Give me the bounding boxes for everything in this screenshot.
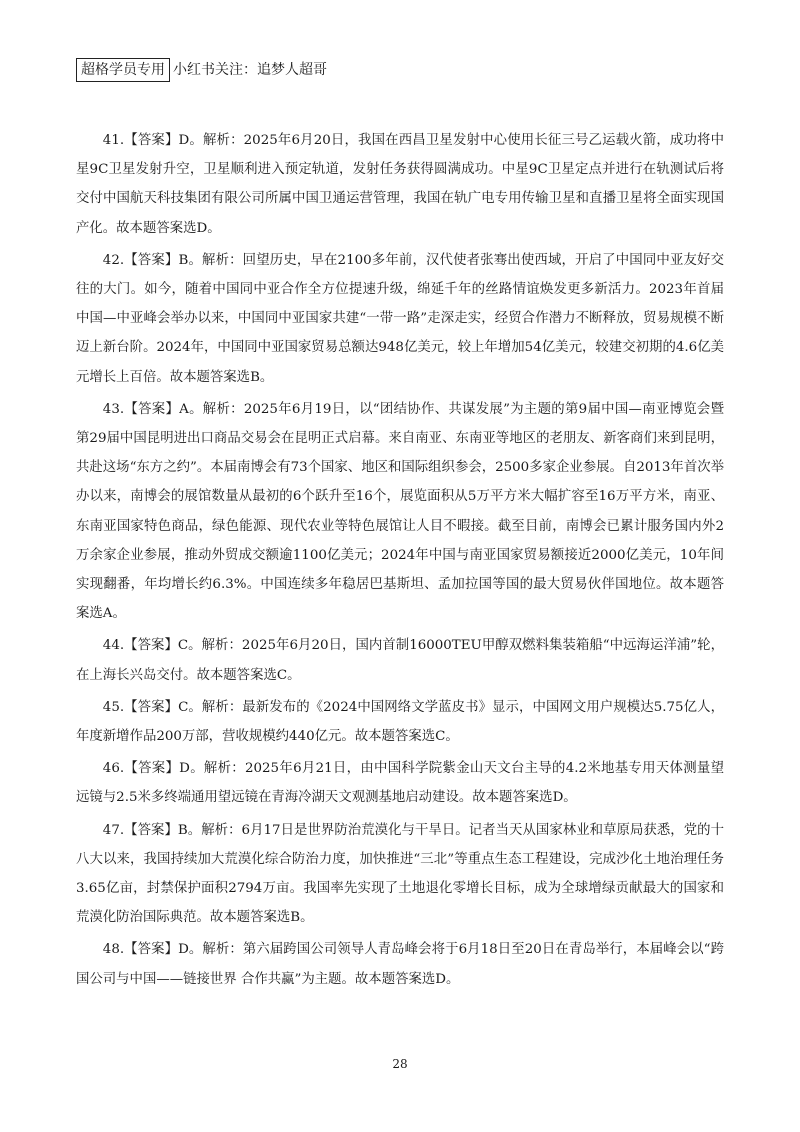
answer-44: 44.【答案】C。解析：2025年6月20日，国内首制16000TEU甲醇双燃料集装箱船“中远海运洋浦”轮，在上海长兴岛交付。故本题答案选C。 (76, 638, 724, 683)
answer-list (76, 126, 724, 997)
page-number: 28 (392, 1057, 408, 1071)
answer-42: 42.【答案】B。解析：回望历史，早在2100多年前，汉代使者张骞出使西域，开启了中国同中亚友好交往的大门。如今，随着中国同中亚合作全方位提速升级，绵延千年的丝路情谊焕发更多新活力。2023年首届中国—中亚峰会举办以来，中国同中亚国家共建“一带一路”走深走实，经贸合作潜力不断释放，贸易规模不断迈上新台阶。2024年，中国同中亚国家贸易总额达948亿美元，较上年增加54亿美元，较建交初期的4.6亿美元增长上百倍。故本题答案选B。 (76, 252, 724, 385)
answer-47: 47.【答案】B。解析：6月17日是世界防治荒漠化与干旱日。记者当天从国家林业和草原局获悉，党的十八大以来，我国持续加大荒漠化综合防治力度，加快推进“三北”等重点生态工程建设，完成沙化土地治理任务3.65亿亩，封禁保护面积2794万亩。我国率先实现了土地退化零增长目标，成为全球增绿贡献最大的国家和荒漠化防治国际典范。故本题答案选B。 (76, 822, 724, 926)
answer-41: 41.【答案】D。解析：2025年6月20日，我国在西昌卫星发射中心使用长征三号乙运载火箭，成功将中星9C卫星发射升空，卫星顺利进入预定轨道，发射任务获得圆满成功。中星9C卫星定点并进行在轨测试后将交付中国航天科技集团有限公司所属中国卫通运营管理，我国在轨广电专用传输卫星和直播卫星将全面实现国产化。故本题答案选D。 (76, 133, 724, 236)
answer-48: 48.【答案】D。解析：第六届跨国公司领导人青岛峰会将于6月18日至20日在青岛举行，本届峰会以“跨国公司与中国——链接世界 合作共赢”为主题。故本题答案选D。 (76, 942, 724, 987)
answer-46: 46.【答案】D。解析：2025年6月21日，由中国科学院紫金山天文台主导的4.2米地基专用天体测量望远镜与2.5米多终端通用望远镜在青海冷湖天文观测基地启动建设。故本题答案选D。 (76, 761, 724, 806)
answer-43: 43.【答案】A。解析：2025年6月19日，以“团结协作、共谋发展”为主题的第9届中国—南亚博览会暨第29届中国昆明进出口商品交易会在昆明正式启幕。来自南亚、东南亚等地区的老朋友、新客商们来到昆明，共赴这场“东方之约”。本届南博会有73个国家、地区和国际组织参会，2500多家企业参展。自2013年首次举办以来，南博会的展馆数量从最初的6个跃升至16个，展览面积从5万平方米大幅扩容至16万平方米，南亚、东南亚国家特色商品，绿色能源、现代农业等特色展馆让人目不暇接。截至目前，南博会已累计服务国内外2万余家企业参展，推动外贸成交额逾1100亿美元；2024年中国与南亚国家贸易额接近2000亿美元，10年间实现翻番，年均增长约6.3%。中国连续多年稳居巴基斯坦、孟加拉国等国的最大贸易伙伴国地位。故本题答案选A。 (76, 401, 724, 622)
page-header (76, 57, 327, 83)
answer-45: 45.【答案】C。解析：最新发布的《2024中国网络文学蓝皮书》显示，中国网文用户规模达5.75亿人，年度新增作品200万部，营收规模约440亿元。故本题答案选C。 (76, 699, 724, 745)
header-badge: 超格学员专用 (76, 58, 170, 82)
header-note: 小红书关注：追梦人超哥 (173, 62, 327, 78)
